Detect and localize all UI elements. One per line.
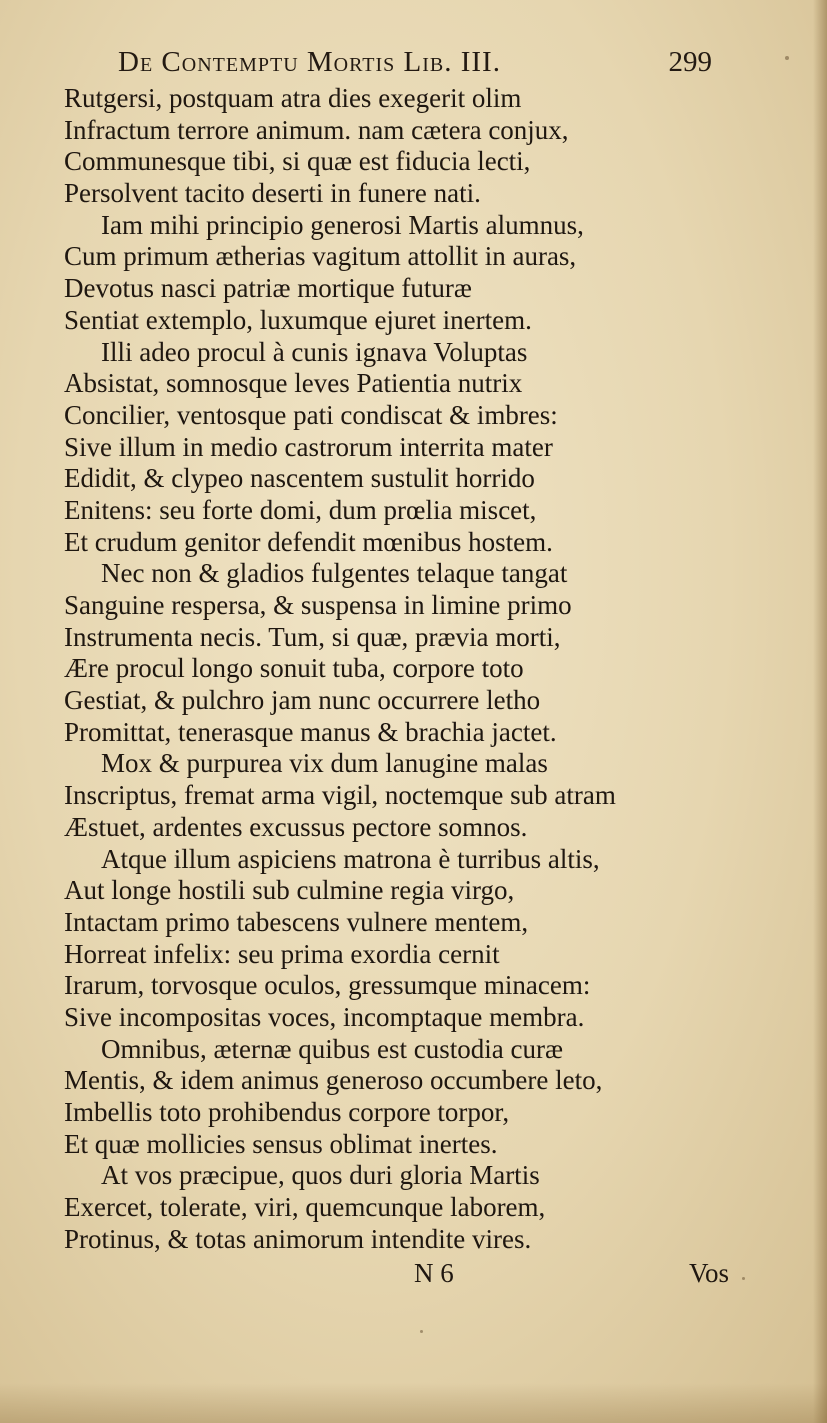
verse-line: At vos præcipue, quos duri gloria Martis — [101, 1160, 540, 1191]
verse-line: Æstuet, ardentes excussus pectore somnos. — [64, 811, 528, 842]
catchword: Vos — [688, 1258, 729, 1288]
verse-line: Nec non & gladios fulgentes telaque tangat — [101, 558, 568, 589]
page-number: 299 — [668, 46, 712, 78]
verse-line: Irarum, torvosque oculos, gressumque minacem: — [64, 970, 591, 1001]
verse-line: Concilier, ventosque pati condiscat & imbres: — [64, 399, 558, 430]
verse-line: Protinus, & totas animorum intendite vires. — [64, 1223, 532, 1254]
running-title: De Contemptu Mortis Lib. III. — [118, 46, 501, 78]
verse-line: Edidit, & clypeo nascentem sustulit horrido — [64, 463, 535, 494]
verse-line: Aut longe hostili sub culmine regia virgo, — [64, 875, 515, 906]
verse-line: Instrumenta necis. Tum, si quæ, prævia morti, — [64, 621, 561, 652]
verse-line: Horreat infelix: seu prima exordia cernit — [64, 938, 500, 969]
verse-line: Enitens: seu forte domi, dum prœlia miscet, — [64, 494, 537, 525]
verse-line: Atque illum aspiciens matrona è turribus altis, — [101, 843, 600, 874]
paper-speck — [785, 56, 789, 60]
verse-line: Illi adeo procul à cunis ignava Voluptas — [101, 336, 528, 367]
verse-line: Infractum terrore animum. nam cætera conjux, — [64, 114, 569, 145]
verse-line: Absistat, somnosque leves Patientia nutrix — [64, 368, 523, 399]
verse-line: Iam mihi principio generosi Martis alumnus, — [101, 209, 584, 240]
verse-line: Sanguine respersa, & suspensa in limine primo — [64, 590, 572, 620]
verse-line: Mentis, & idem animus generoso occumbere leto, — [64, 1065, 603, 1096]
verse-line: Omnibus, æternæ quibus est custodia curæ — [101, 1033, 563, 1064]
signature-mark: N 6 — [414, 1258, 454, 1288]
page-edge-shadow-bottom — [0, 1383, 827, 1423]
verse-line: Gestiat, & pulchro jam nunc occurrere letho — [64, 685, 541, 716]
poem-text-block — [64, 83, 734, 1255]
verse-line: Mox & purpurea vix dum lanugine malas — [101, 748, 548, 779]
verse-line: Ære procul longo sonuit tuba, corpore toto — [64, 653, 524, 684]
verse-line: Communesque tibi, si quæ est fiducia lecti, — [64, 146, 531, 177]
verse-line: Rutgersi, postquam atra dies exegerit olim — [64, 83, 522, 113]
verse-line: Imbellis toto prohibendus corpore torpor, — [64, 1097, 510, 1127]
verse-line: Devotus nasci patriæ mortique futuræ — [64, 273, 472, 304]
verse-line: Sentiat extemplo, luxumque ejuret inertem. — [64, 304, 532, 335]
verse-line: Sive illum in medio castrorum interrita mater — [64, 431, 553, 462]
page-header — [118, 46, 718, 86]
page-footer — [64, 1258, 729, 1294]
verse-line: Et crudum genitor defendit mœnibus hostem. — [64, 526, 553, 557]
verse-line: Cum primum ætherias vagitum attollit in auras, — [64, 241, 577, 272]
verse-line: Persolvent tacito deserti in funere nati. — [64, 178, 481, 209]
paper-speck — [742, 1277, 745, 1280]
paper-speck — [420, 1330, 423, 1333]
verse-line: Sive incompositas voces, incomptaque membra. — [64, 1001, 585, 1032]
verse-line: Inscriptus, fremat arma vigil, noctemque sub atram — [64, 780, 616, 811]
verse-line: Intactam primo tabescens vulnere mentem, — [64, 906, 529, 937]
page-edge-shadow-right — [813, 0, 827, 1423]
verse-line: Et quæ mollicies sensus oblimat inertes. — [64, 1128, 498, 1159]
verse-line: Promittat, tenerasque manus & brachia jactet. — [64, 716, 557, 747]
verse-line: Exercet, tolerate, viri, quemcunque laborem, — [64, 1192, 546, 1223]
